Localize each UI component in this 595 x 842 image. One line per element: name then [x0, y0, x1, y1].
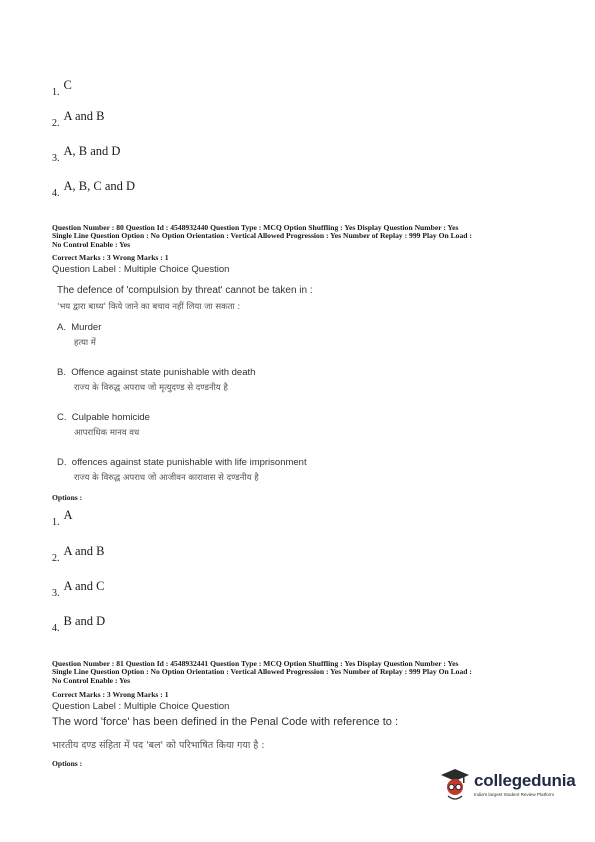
- choice-d: [57, 457, 307, 483]
- question-text-en: The defence of 'compulsion by threat' cannot be taken in :: [57, 285, 313, 296]
- option-row: [52, 107, 105, 129]
- question-label: Question Label : Multiple Choice Question: [52, 264, 230, 275]
- question-meta: [52, 224, 552, 249]
- collegedunia-logo: [438, 766, 578, 806]
- question-meta: [52, 660, 552, 685]
- choice-c: [57, 412, 150, 438]
- graduate-logo-icon: [438, 766, 472, 802]
- choice-letter: C.: [57, 412, 67, 423]
- question-text-en: The word 'force' has been defined in the Penal Code with reference to :: [52, 716, 399, 728]
- marks-info: Correct Marks : 3 Wrong Marks : 1: [52, 690, 169, 699]
- option-row: [52, 76, 72, 98]
- option-number: 4.: [52, 188, 60, 199]
- choice-b: [57, 367, 255, 393]
- option-row: [52, 577, 105, 599]
- option-row: [52, 612, 106, 634]
- choice-letter: D.: [57, 457, 67, 468]
- option-number: 1.: [52, 87, 60, 98]
- choice-text-hi: हत्या में: [74, 338, 96, 348]
- option-text: C: [63, 78, 72, 92]
- question-text-hi: भारतीय दण्ड संहिता में पद 'बल' को परिभाषित किया गया है :: [52, 740, 265, 751]
- option-text: B and D: [63, 614, 106, 628]
- logo-wordmark: collegedunia: [474, 771, 576, 790]
- option-number: 3.: [52, 588, 60, 599]
- meta-line: Question Number : 80 Question Id : 4548932440 Question Type : MCQ Option Shuffling : Yes Display Question Number : Yes: [52, 223, 459, 232]
- choice-text-hi: राज्य के विरुद्ध अपराध जो आजीवन कारावास से दण्डनीय है: [74, 473, 259, 483]
- choice-text-en: offences against state punishable with life imprisonment: [71, 457, 307, 468]
- meta-line: Single Line Question Option : No Option Orientation : Vertical Allowed Progression : Yes Number of Replay : 999 Play On Load :: [52, 667, 472, 677]
- logo-tagline: India's largest Student Review Platform: [474, 792, 555, 797]
- choice-text-en: Murder: [71, 322, 102, 333]
- option-text: A and B: [63, 109, 105, 123]
- choice-letter: B.: [57, 367, 66, 378]
- option-number: 1.: [52, 517, 60, 528]
- options-label: Options :: [52, 759, 83, 768]
- meta-line: Single Line Question Option : No Option Orientation : Vertical Allowed Progression : Yes Number of Replay : 999 Play On Load :: [52, 231, 472, 241]
- choice-letter: A.: [57, 322, 66, 333]
- option-text: A, B, C and D: [63, 179, 136, 193]
- option-row: [52, 177, 136, 199]
- question-text-hi: 'भय द्वारा बाध्य' किये जाने का बचाव नहीं लिया जा सकता :: [57, 302, 241, 312]
- option-number: 2.: [52, 553, 60, 564]
- choice-text-en: Culpable homicide: [71, 412, 150, 423]
- meta-line: No Control Enable : Yes: [52, 675, 131, 685]
- option-text: A and B: [63, 544, 105, 558]
- choice-text-en: Offence against state punishable with death: [71, 367, 256, 378]
- question-label: Question Label : Multiple Choice Question: [52, 701, 230, 712]
- option-text: A, B and D: [63, 144, 121, 158]
- option-text: A: [63, 508, 73, 522]
- meta-line: Question Number : 81 Question Id : 4548932441 Question Type : MCQ Option Shuffling : Yes Display Question Number : Yes: [52, 659, 459, 668]
- option-number: 4.: [52, 623, 60, 634]
- option-text: A and C: [63, 579, 105, 593]
- choice-text-hi: आपराधिक मानव वध: [74, 428, 140, 438]
- marks-info: Correct Marks : 3 Wrong Marks : 1: [52, 253, 169, 262]
- option-number: 2.: [52, 118, 60, 129]
- option-number: 3.: [52, 153, 60, 164]
- meta-line: No Control Enable : Yes: [52, 239, 131, 249]
- choice-text-hi: राज्य के विरुद्ध अपराध जो मृत्युदण्ड से दण्डनीय है: [74, 383, 228, 393]
- options-label: Options :: [52, 493, 83, 502]
- option-row: [52, 506, 73, 528]
- choice-a: [57, 322, 101, 348]
- option-row: [52, 542, 105, 564]
- option-row: [52, 142, 121, 164]
